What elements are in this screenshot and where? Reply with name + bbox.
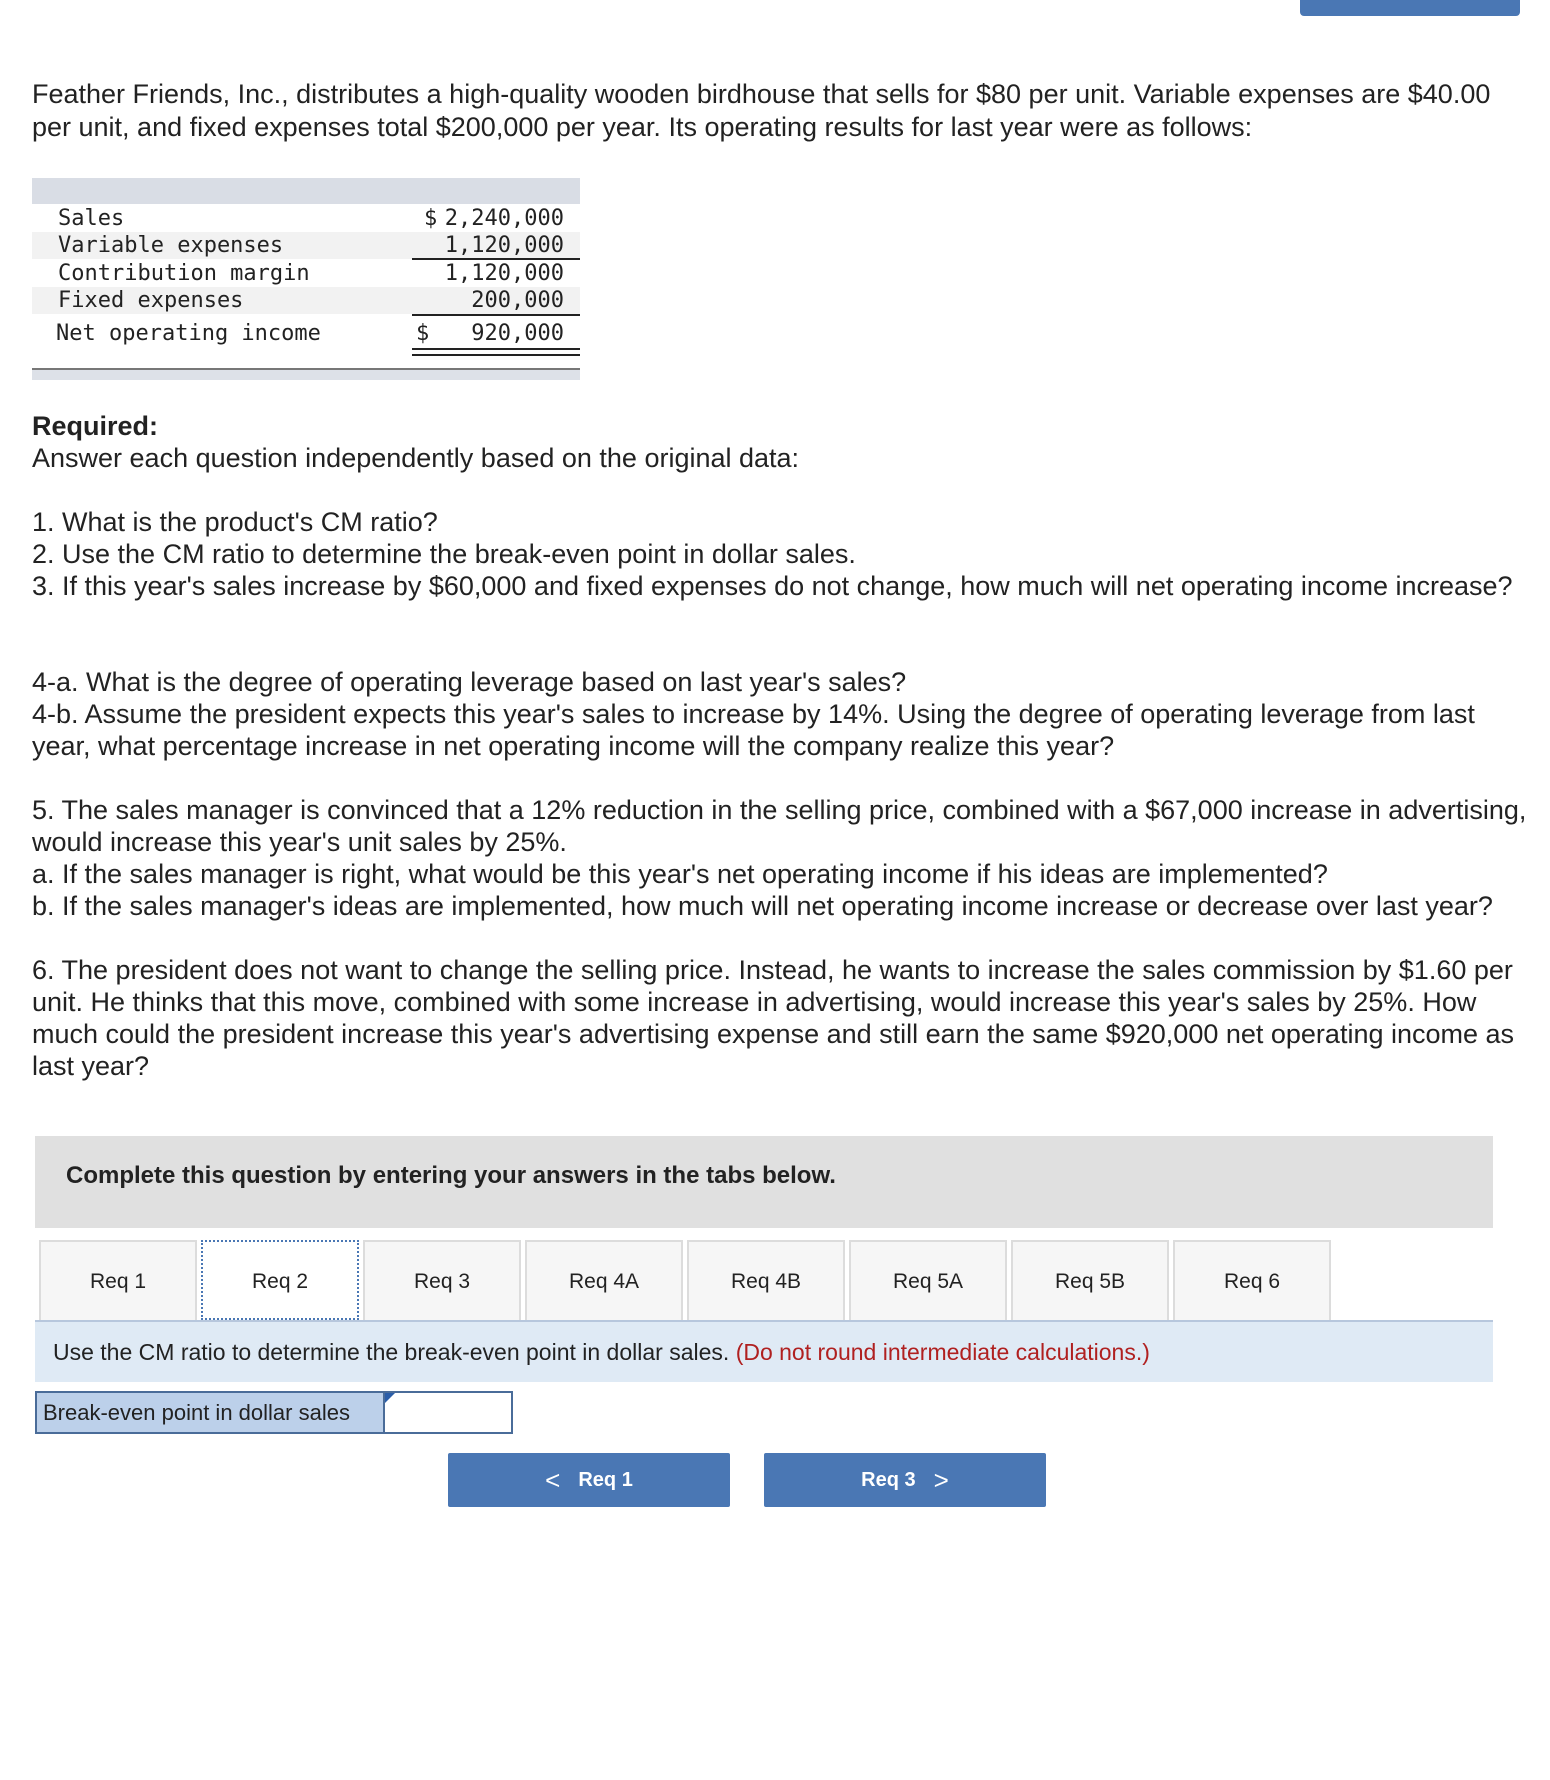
tab-req-5a[interactable]: Req 5A <box>849 1240 1007 1320</box>
top-action-button[interactable] <box>1300 0 1520 16</box>
break-even-input[interactable] <box>383 1391 513 1434</box>
tab-req-2[interactable]: Req 2 <box>201 1240 359 1320</box>
row-amount: 1,120,000 <box>444 233 564 258</box>
question-5b: b. If the sales manager's ideas are implemented, how much will net operating income increase or decrease over last year? <box>32 891 1493 921</box>
question-3: 3. If this year's sales increase by $60,000 and fixed expenses do not change, how much will net operating income increase? <box>32 571 1513 601</box>
tab-req-5b[interactable]: Req 5B <box>1011 1240 1169 1320</box>
questions-5 <box>32 794 1532 922</box>
question-6-block <box>32 954 1532 1082</box>
input-marker-icon <box>385 1393 395 1403</box>
prev-req-button[interactable] <box>448 1453 730 1507</box>
tab-req-6[interactable]: Req 6 <box>1173 1240 1331 1320</box>
instruction-banner <box>35 1136 1493 1228</box>
table-row <box>32 205 580 232</box>
table-row <box>32 320 580 347</box>
required-block <box>32 410 1532 474</box>
question-2: 2. Use the CM ratio to determine the break-even point in dollar sales. <box>32 539 856 569</box>
active-question-text: Use the CM ratio to determine the break-even point in dollar sales. <box>53 1339 730 1365</box>
table-header-band <box>32 178 580 204</box>
active-question-bar <box>35 1322 1493 1382</box>
table-row <box>32 232 580 259</box>
question-6: 6. The president does not want to change the selling price. Instead, he wants to increase the sales commission by $1.60 per unit. He thinks that this move, combined with some increase in advertising, would increase this year's sales by 25%. How much could the president increase this year's advertising expense and still earn the same $920,000 net operating income as last year? <box>32 955 1515 1081</box>
table-row <box>32 260 580 287</box>
row-label: Net operating income <box>56 321 321 346</box>
chevron-right-icon: > <box>933 1465 949 1495</box>
active-question <box>53 1337 1150 1367</box>
next-req-label: Req 3 <box>861 1468 916 1491</box>
answer-label: Break-even point in dollar sales <box>35 1391 383 1434</box>
total-double-underline <box>412 348 580 356</box>
row-label: Sales <box>58 206 125 231</box>
tab-req-1[interactable]: Req 1 <box>39 1240 197 1320</box>
table-row <box>32 287 580 314</box>
instruction-text: Complete this question by entering your answers in the tabs below. <box>66 1162 836 1189</box>
rounding-note: (Do not round intermediate calculations.) <box>735 1339 1150 1365</box>
question-5: 5. The sales manager is convinced that a 12% reduction in the selling price, combined with a $67,000 increase in advertising, would increase this year's unit sales by 25%. <box>32 795 1527 857</box>
required-subheading: Answer each question independently based on the original data: <box>32 443 800 473</box>
questions-4 <box>32 666 1532 762</box>
question-4a: 4-a. What is the degree of operating leverage based on last year's sales? <box>32 667 907 697</box>
required-heading: Required: <box>32 411 159 441</box>
row-amount: 200,000 <box>471 288 564 313</box>
row-label: Fixed expenses <box>58 288 244 313</box>
questions-1-3 <box>32 506 1532 602</box>
tab-req-4a[interactable]: Req 4A <box>525 1240 683 1320</box>
row-amount: 920,000 <box>471 321 564 346</box>
row-label: Contribution margin <box>58 261 310 286</box>
prev-req-label: Req 1 <box>578 1468 633 1491</box>
income-statement-table <box>32 178 580 378</box>
tab-req-4b[interactable]: Req 4B <box>687 1240 845 1320</box>
question-4b: 4-b. Assume the president expects this year's sales to increase by 14%. Using the degree of operating leverage from last year, what percentage increase in net operating income will the company realize this year? <box>32 699 1475 761</box>
next-req-button[interactable] <box>764 1453 1046 1507</box>
chevron-left-icon: < <box>545 1465 561 1495</box>
dollar-sign: $ <box>416 321 430 346</box>
question-1: 1. What is the product's CM ratio? <box>32 507 438 537</box>
row-label: Variable expenses <box>58 233 284 258</box>
tab-req-3[interactable]: Req 3 <box>363 1240 521 1320</box>
row-amount: 2,240,000 <box>444 206 564 231</box>
row-amount: 1,120,000 <box>444 261 564 286</box>
question-5a: a. If the sales manager is right, what would be this year's net operating income if his ideas are implemented? <box>32 859 1328 889</box>
table-footer-band <box>32 368 580 380</box>
problem-intro: Feather Friends, Inc., distributes a high-quality wooden birdhouse that sells for $80 per unit. Variable expenses are $40.00 per unit, and fixed expenses total $200,000 per year. Its operating results for last year were as follows: <box>32 79 1491 142</box>
dollar-sign: $ <box>424 206 438 231</box>
subtotal-underline <box>412 314 580 316</box>
